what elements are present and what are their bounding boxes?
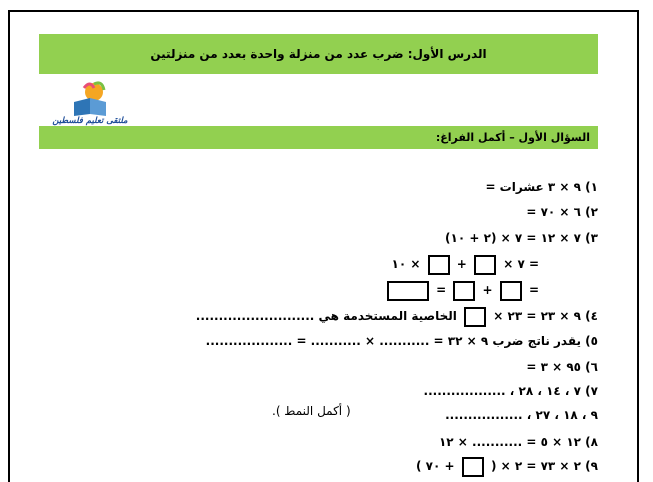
item-7-second-pattern: ٩ ، ١٨ ، ٢٧ ، ................. — [445, 408, 598, 422]
item-4-b: الخاصية المستخدمة هي .......................... — [195, 309, 457, 323]
item-3-step-2-b: + — [456, 257, 467, 271]
item-3-step-3-b: + — [482, 283, 493, 297]
item-3-step-2-a: = ٧ × — [503, 257, 539, 271]
question-heading: السؤال الأول – أكمل الفراغ: — [39, 126, 598, 149]
item-9 — [416, 455, 598, 477]
item-3-step-2 — [392, 253, 540, 275]
answer-box[interactable] — [428, 255, 450, 275]
item-9-b: + ٧٠ ) — [416, 459, 455, 473]
item-4-a: ٤) ٩ × ٢٣ = ٢٣ × — [493, 309, 598, 323]
answer-box-wide[interactable] — [387, 281, 429, 301]
item-6: ٦) ٩٥ × ٣ = — [526, 360, 598, 374]
item-1: ١) ٩ × ٣ عشرات = — [485, 180, 598, 194]
item-3-step-3 — [384, 279, 539, 301]
logo — [44, 78, 136, 130]
answer-box[interactable] — [453, 281, 475, 301]
answer-box[interactable] — [464, 307, 486, 327]
answer-box[interactable] — [474, 255, 496, 275]
answer-box[interactable] — [462, 457, 484, 477]
answer-box[interactable] — [500, 281, 522, 301]
logo-text: ملتقى تعليم فلسطين — [52, 116, 128, 126]
item-7-instruction: ( أكمل النمط ). — [272, 404, 351, 418]
item-3-step-3-a: = — [528, 283, 539, 297]
book-logo-icon — [44, 78, 136, 118]
item-8: ٨) ١٢ × ٥ = ........... × ١٢ — [438, 435, 598, 449]
item-3: ٣) ٧ × ١٢ = ٧ × (٢ + ١٠) — [445, 231, 598, 245]
item-3-step-2-c: × ١٠ — [391, 257, 421, 271]
item-5: ٥) يقدر ناتج ضرب ٩ × ٣٢ = ........... × ........... = ................... — [205, 334, 598, 348]
item-2: ٢) ٦ × ٧٠ = — [526, 205, 598, 219]
item-3-step-3-c: = — [436, 283, 447, 297]
lesson-title: الدرس الأول: ضرب عدد من منزلة واحدة بعدد من منزلتين — [39, 34, 598, 74]
item-7: ٧) ٧ ، ١٤ ، ٢٨ ، .................. — [423, 384, 598, 398]
item-9-a: ٩) ٢ × ٧٣ = ٢ × ( — [490, 459, 598, 473]
item-4 — [196, 305, 598, 327]
